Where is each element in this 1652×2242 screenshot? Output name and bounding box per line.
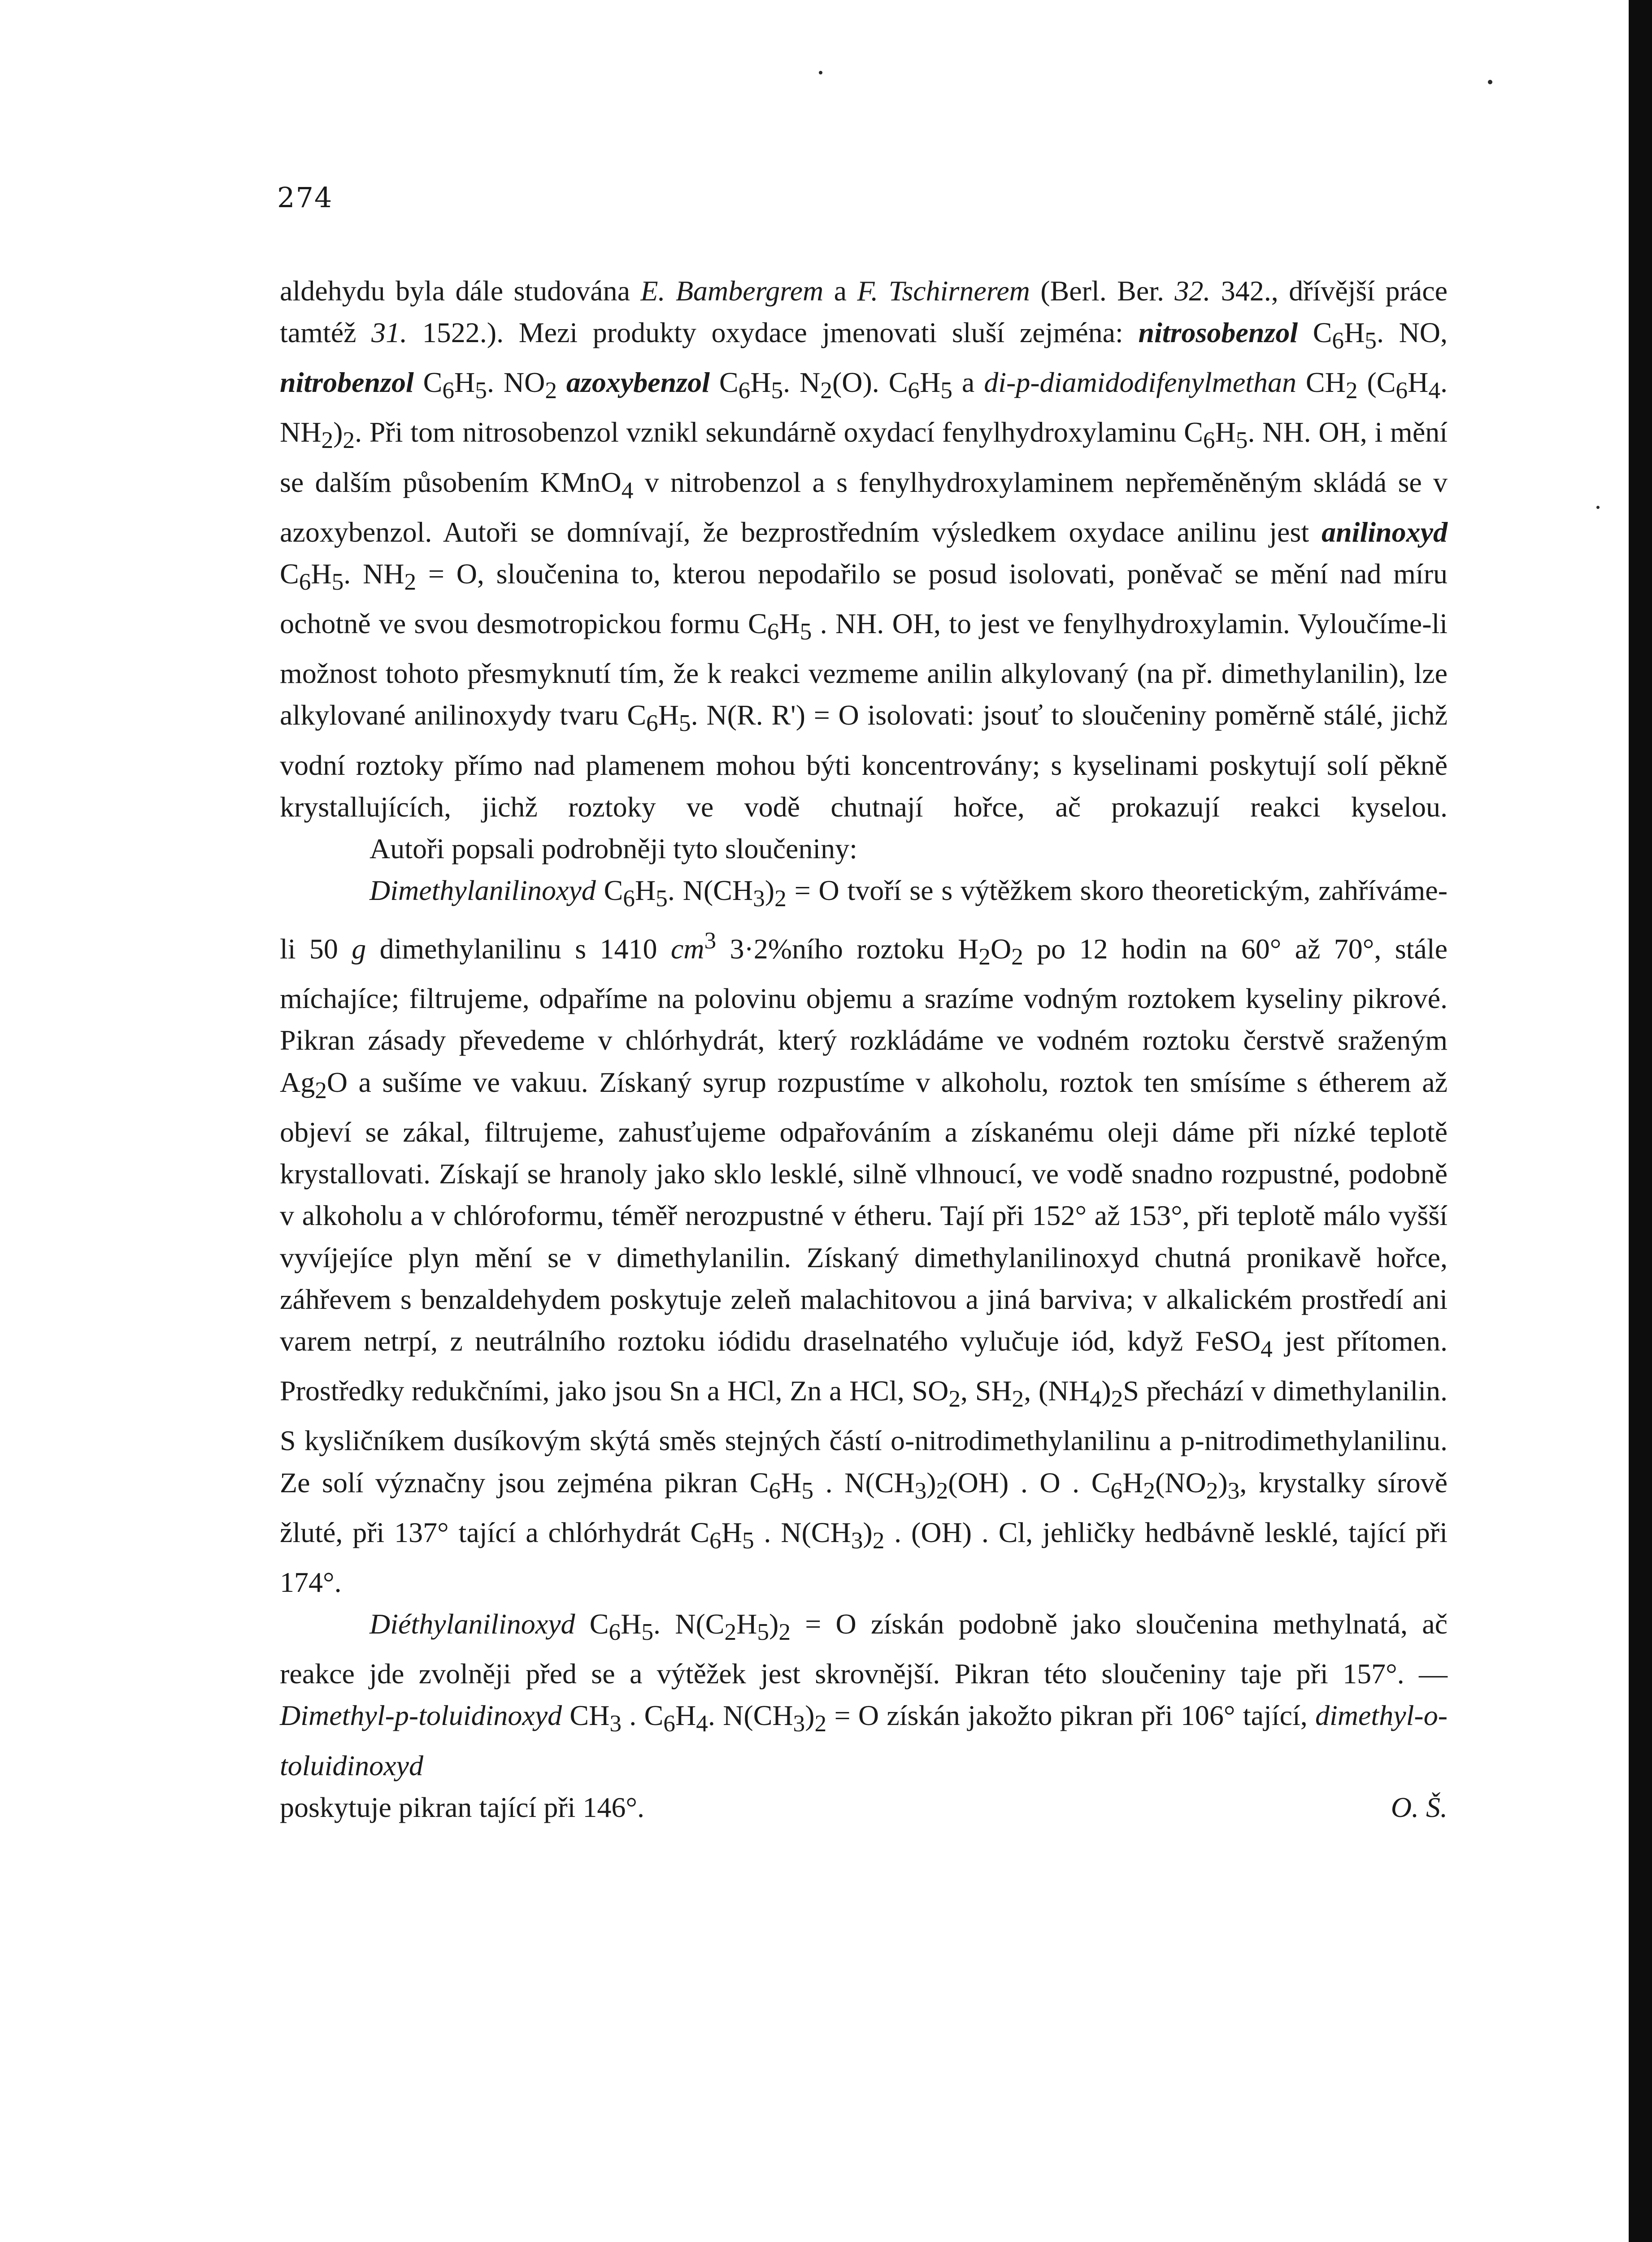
scan-speck (1596, 506, 1600, 509)
article-text (280, 270, 1448, 1828)
scan-speck (819, 71, 822, 74)
page-number: 274 (277, 181, 333, 214)
paragraph-oxidation-products: aldehydu byla dále studována E. Bambergrem a F. Tschirnerem (Berl. Ber. 32. 342., dřívější práce tamtéž 31. 1522.). Mezi produkty oxydace jmenovati sluší zejména: nitrosobenzol $C_6H_5$. NO, nitrobenzol $C_6H_5$. $NO_2$ azoxybenzol $C_6H_5$. $N_2(O)$. $C_6H_5$ a di-p-diamidodifenylmethan $CH_2$ ($C_6H_4$. $NH_2)_2$. Při tom nitrosobenzol vznikl sekundárně oxydací fenylhydroxylaminu $C_6H_5$. NH. OH, i mění se dalším působením KMnO$_4$ v nitrobenzol a s fenylhydroxylaminem nepřeměněným skládá se v azoxybenzol. Autoři se domnívají, že bezprostředním výsledkem oxydace anilinu jest anilinoxyd $C_6H_5$. $NH_2 = O$, sloučenina to, kterou nepodařilo se posud isolovati, poněvač se mění nad míru ochotně ve svou desmotropickou formu $C_6H_5$ . NH. OH, to jest ve fenylhydroxylamin. Vyloučíme-li možnost tohoto přesmyknutí tím, že k reakci vezmeme anilin alkylovaný (na př. dimethylanilin), lze alkylované anilinoxydy tvaru $C_6H_5$. N(R. R') = O isolovati: jsouť to sloučeniny poměrně stálé, jichž vodní roztoky přímo nad plamenem mohou býti koncentrovány; s kyselinami poskytují solí pěkně krystallujících, jichž roztoky ve vodě chutnají hořce, ač prokazují reakci kyselou. (280, 275, 1448, 823)
paragraph-final-line: poskytuje pikran tající při 146°. O. Š. (280, 1786, 1448, 1828)
scan-dark-edge (1629, 0, 1652, 2242)
scan-speck (1488, 80, 1492, 84)
paragraph-intro-compounds: Autoři popsali podrobněji tyto sloučeniny: (370, 833, 857, 865)
paragraph-dimethylanilinoxyd: Dimethylanilinoxyd $C_6H_5$. $N(CH_3)_2 = O$ tvoří se s výtěžkem skoro theoretickým, zahříváme-li 50 g dimethylanilinu s 1410 $cm^3$ 3·2%ního roztoku $H_2O_2$ po 12 hodin na 60° až 70°, stále míchajíce; filtrujeme, odpaříme na polovinu objemu a srazíme vodným roztokem kyseliny pikrové. Pikran zásady převedeme v chlórhydrát, který rozkládáme ve vodném roztoku čerstvě sraženým $Ag_2O$ a sušíme ve vakuu. Získaný syrup rozpustíme v alkoholu, roztok ten smísíme s étherem až objeví se zákal, filtrujeme, zahusťujeme odpařováním a získanému oleji dáme při nízké teplotě krystallovati. Získají se hranoly jako sklo lesklé, silně vlhnoucí, ve vodě snadno rozpustné, podobně v alkoholu a v chlóroformu, téměř nerozpustné v étheru. Tají při 152° až 153°, při teplotě málo vyšší vyvíjejíce plyn mění se v dimethylanilin. Získaný dimethylanilinoxyd chutná pronikavě hořce, záhřevem s benzaldehydem poskytuje zeleň malachitovou a jiná barviva; v alkalickém prostředí ani varem netrpí, z neutrálního roztoku iódidu draselnatého vylučuje iód, když FeSO$_4$ jest přítomen. Prostředky redukčními, jako jsou Sn a HCl, Zn a HCl, $SO_2$, $SH_2$, $(NH_4)_2S$ přechází v dimethylanilin. S kysličníkem dusíkovým skýtá směs stejných částí o-nitrodimethylanilinu a p-nitrodimethylanilinu. Ze solí význačny jsou zejména pikran $C_6H_5$ . $N(CH_3)_2(OH)$ . O . $C_6H_2(NO_2)_3$, krystalky sírově žluté, při 137° tající a chlórhydrát $C_6H_5$ . $N(CH_3)_2$ . (OH) . Cl, jehličky hedbávně lesklé, tající při 174°. (280, 874, 1448, 1598)
author-signature: O. Š. (1391, 1791, 1448, 1823)
paragraph-diethylanilinoxyd: Diéthylanilinoxyd $C_6H_5$. $N(C_2H_5)_2 = O$ získán podobně jako sloučenina methylnatá, ač reakce jde zvolněji před se a výtěžek jest skrovnější. Pikran této sloučeniny taje při 157°. — Dimethyl-p-toluidinoxyd $CH_3$ . $C_6H_4$. $N(CH_3)_2 = O$ získán jakožto pikran při 106° tající, dimethyl-o-toluidinoxyd (280, 1608, 1448, 1781)
